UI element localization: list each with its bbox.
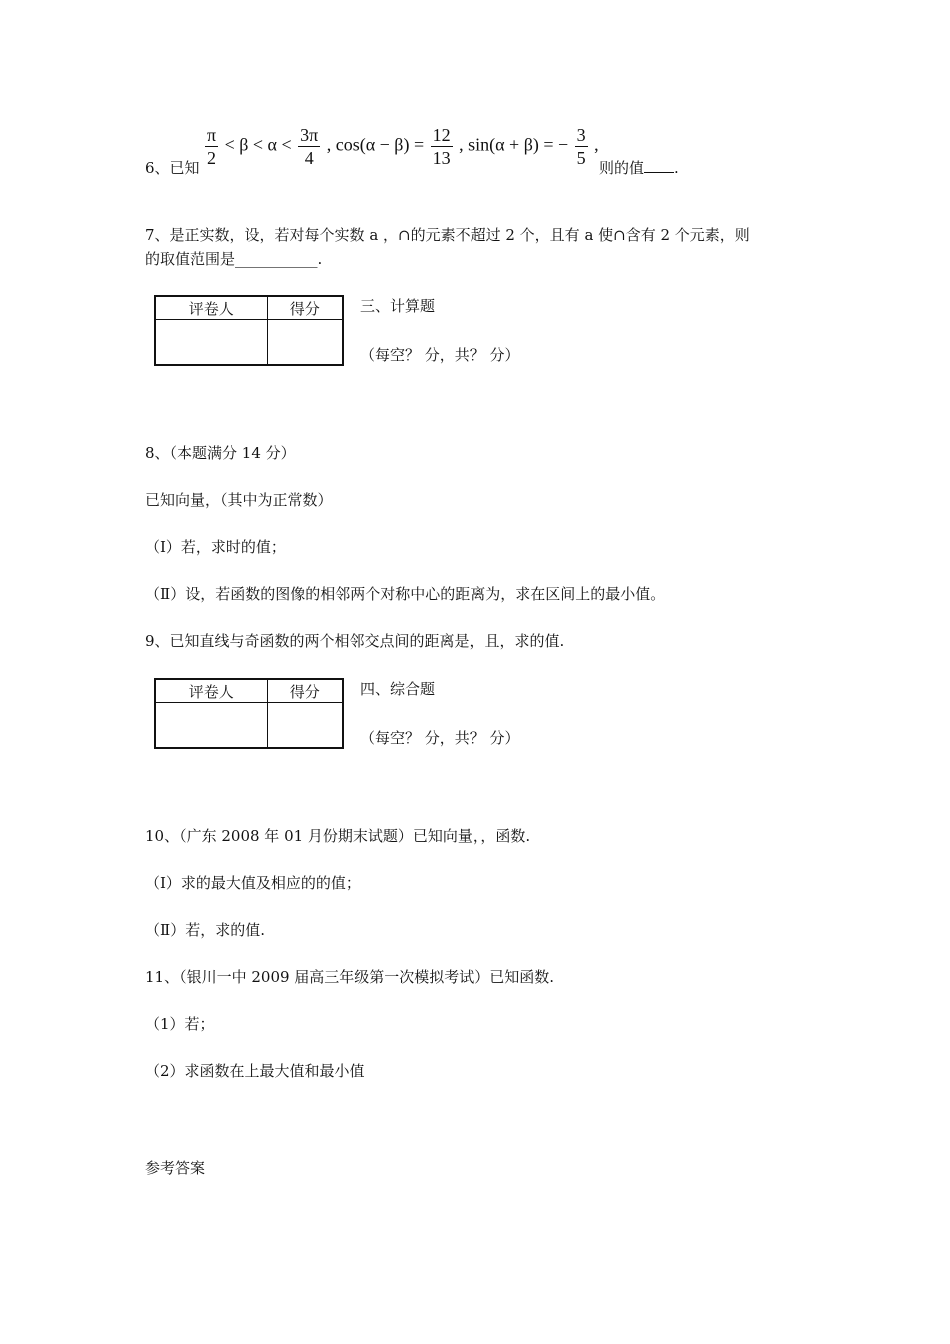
q6-frac-pi-2: $\frac{\pi}{2}$ (207, 125, 217, 168)
q6-cos-expr: , cos(α − β) = (326, 134, 425, 155)
grader-cell (155, 703, 267, 749)
q6-frac-3-5: $\frac{3}{5}$ (576, 125, 586, 168)
score-cell (267, 703, 343, 749)
section4-title: 四、综合题 (360, 680, 436, 698)
q9-text: 9、已知直线与奇函数的两个相邻交点间的距离是，且，求的值. (145, 632, 565, 650)
q7-line1: 7、是正实数，设，若对每个实数 a ，∩的元素不超过 2 个，且有 a 使∩含有 2 个元素，则 (145, 226, 750, 244)
q11-head: 11、（银川一中 2009 届高三年级第一次模拟考试）已知函数. (145, 968, 555, 986)
q8-head: 8、（本题满分 14 分） (145, 444, 296, 462)
score-table-section3 (154, 295, 344, 366)
q8-part1: （Ⅰ）若，求时的值； (145, 538, 286, 556)
grader-header: 评卷人 (155, 679, 267, 703)
score-header: 得分 (267, 296, 343, 320)
grader-header: 评卷人 (155, 296, 267, 320)
q10-part2: （Ⅱ）若，求的值. (145, 921, 265, 939)
q6-frac-3pi-4: $\frac{3\pi}{4}$ (300, 125, 319, 168)
section3-note: （每空？ 分，共？ 分） (360, 346, 520, 364)
q11-part1: （1）若； (145, 1015, 215, 1033)
q8-given: 已知向量，（其中为正常数） (145, 491, 333, 509)
q10-part1: （Ⅰ）求的最大值及相应的的值； (145, 874, 361, 892)
score-table-section4 (154, 678, 344, 749)
section3-title: 三、计算题 (360, 297, 436, 315)
q7-line2: 的取值范围是___________. (145, 250, 323, 268)
score-header: 得分 (267, 679, 343, 703)
q6-formula (203, 124, 599, 169)
section4-note: （每空？ 分，共？ 分） (360, 729, 520, 747)
q6-comma: , (594, 134, 599, 155)
grader-cell (155, 320, 267, 366)
q6-prefix: 6、已知 (145, 159, 200, 177)
q6-frac-12-13: $\frac{12}{13}$ (432, 125, 451, 168)
q10-head: 10、（广东 2008 年 01 月份期末试题）已知向量，，函数. (145, 827, 531, 845)
q11-part2: （2）求函数在上最大值和最小值 (145, 1062, 365, 1080)
q6-suffix: 则的值 . (599, 159, 679, 177)
score-cell (267, 320, 343, 366)
q8-part2: （Ⅱ）设，若函数的图像的相邻两个对称中心的距离为，求在区间上的最小值。 (145, 585, 666, 603)
q6-inequality: < β < α < (224, 134, 292, 155)
q6-sin-expr: , sin(α + β) = − (459, 134, 569, 155)
answers-heading: 参考答案 (145, 1159, 206, 1177)
q6-answer-blank (644, 158, 674, 173)
